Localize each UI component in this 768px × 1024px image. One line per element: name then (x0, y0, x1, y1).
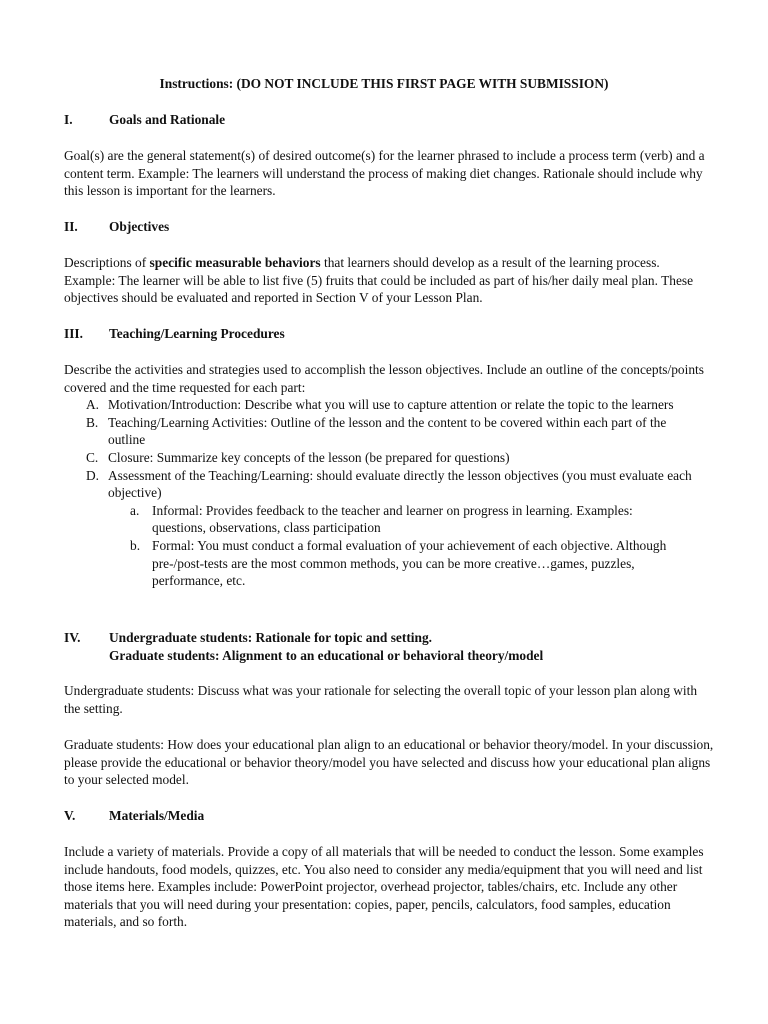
objectives-text-end: that learners should develop as a result of the learning process. Example: The learner will be able to list five (5) fruits that could be included as part of his/her daily meal plan. These objectives should be evaluated and reported in Section V of your Lesson Plan. (64, 255, 694, 306)
list-item (86, 449, 702, 467)
section-number-3: III. (64, 326, 83, 341)
objectives-paragraph (64, 254, 714, 307)
objectives-text-start: Descriptions of (64, 255, 150, 270)
section-body-goals (64, 147, 714, 200)
list-item (86, 414, 702, 449)
section-body-materials (64, 843, 714, 931)
section-heading-goals: Goals and Rationale (109, 112, 226, 127)
section-number-2: II. (64, 219, 78, 234)
sublist-item-label: b. (130, 537, 141, 553)
section-heading-procedures: Teaching/Learning Procedures (109, 326, 285, 341)
list-item-label: C. (86, 449, 99, 465)
section-number-4: IV. (64, 630, 81, 645)
graduate-paragraph: Graduate students: How does your educational plan align to an educational or behavior theory/model. In your discussion, please provide the educational or behavior theory/model you have selected and discuss how your educational plan aligns to your selected model. (64, 737, 714, 788)
list-item-text: Teaching/Learning Activities: Outline of the lesson and the content to be covered within each part of the outline (108, 414, 667, 448)
section-body-undergraduate (64, 682, 714, 717)
procedures-list (86, 396, 702, 590)
goals-paragraph: Goal(s) are the general statement(s) of desired outcome(s) for the learner phrased to include a process term (verb) and a content term. Example: The learners will understand the process of making diet changes. Rationale should include why this lesson is important for the learners. (64, 148, 705, 199)
procedures-paragraph: Describe the activities and strategies used to accomplish the lesson objectives. Include an outline of the concepts/points covered and the time requested for each part: (64, 362, 704, 395)
section-body-objectives (64, 254, 714, 307)
undergraduate-paragraph: Undergraduate students: Discuss what was your rationale for selecting the overall topic of your lesson plan along with the setting. (64, 683, 698, 716)
sublist-item-text: Formal: You must conduct a formal evaluation of your achievement of each objective. Although pre-/post-tests are the most common methods, you can be more creative…games, puzzles, performance, etc. (152, 537, 667, 589)
section-number-1: I. (64, 112, 73, 127)
list-item-text: Assessment of the Teaching/Learning: should evaluate directly the lesson objectives (you must evaluate each objective) (108, 467, 692, 501)
list-item (86, 467, 702, 502)
section-heading-graduate: Graduate students: Alignment to an educational or behavioral theory/model (109, 648, 544, 663)
list-item-text: Closure: Summarize key concepts of the lesson (be prepared for questions) (108, 449, 510, 465)
sublist-item-text: Informal: Provides feedback to the teacher and learner on progress in learning. Examples: questions, observations, class participation (152, 502, 633, 536)
materials-paragraph: Include a variety of materials. Provide a copy of all materials that will be needed to conduct the lesson. Some examples include handouts, food models, quizzes, etc. You also need to consider any media/equipment that you will need and list those items here. Examples include: PowerPoint projector, overhead projector, tables/chairs, etc. Include any other materials that you will need during your presentation: copies, paper, pencils, calculators, food samples, education materials, and so forth. (64, 844, 704, 930)
list-item-label: B. (86, 414, 99, 430)
section-heading-undergraduate: Undergraduate students: Rationale for topic and setting. (109, 630, 432, 645)
list-item-text: Motivation/Introduction: Describe what you will use to capture attention or relate the topic to the learners (108, 397, 674, 413)
sublist-item (130, 537, 680, 590)
sublist-item (130, 502, 680, 537)
section-number-5: V. (64, 808, 76, 823)
list-item-label: D. (86, 467, 100, 483)
section-body-graduate (64, 736, 714, 789)
objectives-emphasis: specific measurable behaviors (149, 255, 321, 270)
sublist-item-label: a. (130, 502, 140, 518)
section-body-procedures (64, 361, 714, 590)
list-item-label: A. (86, 397, 100, 413)
page-title: Instructions: (DO NOT INCLUDE THIS FIRST PAGE WITH SUBMISSION) (159, 76, 609, 91)
section-heading-objectives: Objectives (109, 219, 170, 234)
assessment-sublist (130, 502, 680, 590)
list-item (86, 396, 702, 414)
section-heading-materials: Materials/Media (109, 808, 205, 823)
